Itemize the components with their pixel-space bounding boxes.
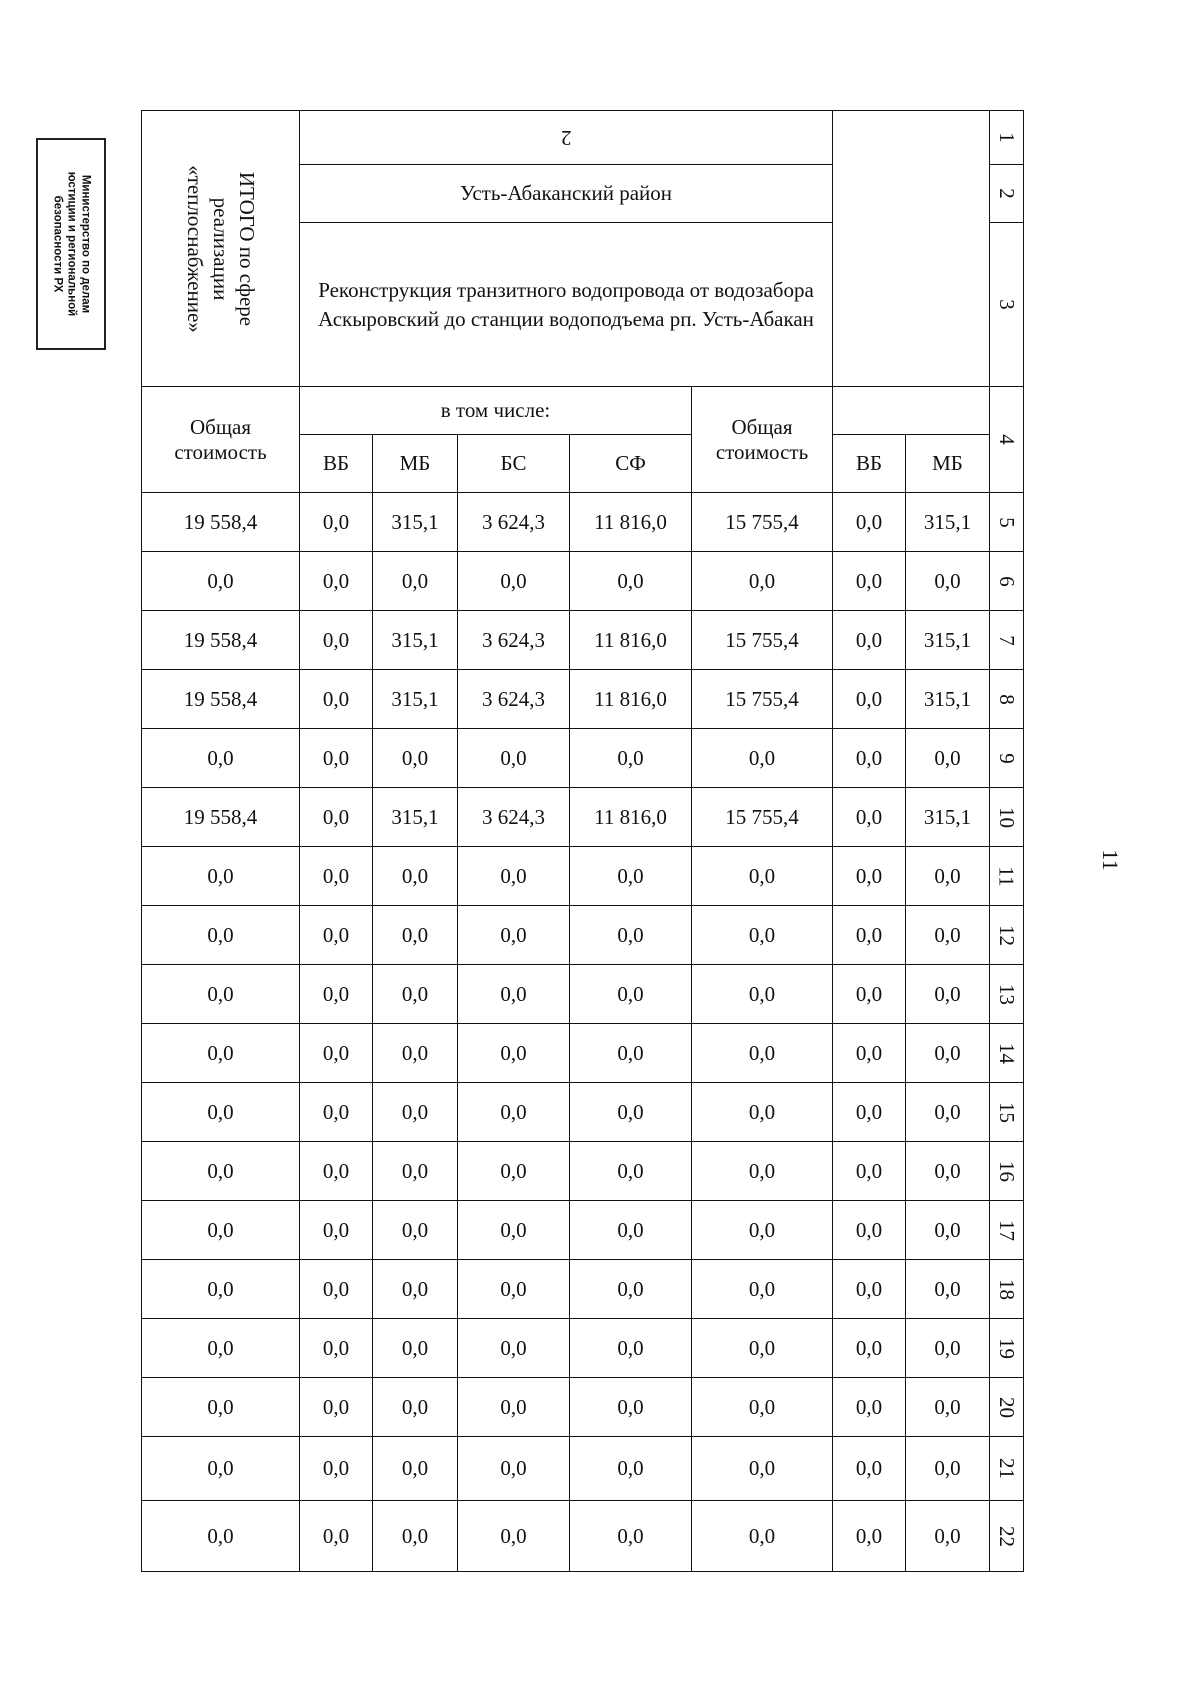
row-number-cell [990,670,1024,729]
row-number: 3 [995,299,1019,310]
stamp-line: Министерство по делам [79,174,91,314]
value-cell: 315,1 [373,493,458,552]
value-cell: 0,0 [458,729,570,788]
financing-table [141,110,1024,1572]
total-label: ИТОГО по сфере реализации «теплоснабжение» [182,164,259,333]
row-number: 12 [995,924,1019,946]
value-cell: 0,0 [373,1024,458,1083]
value-cell: 0,0 [906,1378,990,1437]
value-cell: 0,0 [458,1378,570,1437]
value-cell: 0,0 [142,965,300,1024]
row-number: 4 [995,434,1019,445]
value-cell: 0,0 [300,1024,373,1083]
value-cell: 15 755,4 [692,788,833,847]
value-cell: 0,0 [692,1378,833,1437]
value-cell: 0,0 [142,1201,300,1260]
row-number-cell [990,387,1024,493]
column-number: 2 [560,126,572,150]
value-cell: 0,0 [570,1024,692,1083]
value-cell: 15 755,4 [692,611,833,670]
value-cell: 0,0 [833,729,906,788]
row-number: 19 [995,1337,1019,1359]
value-cell: 0,0 [300,1260,373,1319]
row-number: 14 [995,1042,1019,1064]
value-cell: 0,0 [570,1437,692,1501]
value-cell: 0,0 [142,847,300,906]
row-number-cell [990,1201,1024,1260]
row-number-cell [990,1437,1024,1501]
row-number-cell [990,1260,1024,1319]
value-cell: 0,0 [570,552,692,611]
value-cell: 0,0 [142,1260,300,1319]
vb-header-2: ВБ [833,435,906,493]
value-cell: 0,0 [458,1024,570,1083]
table-row [142,1437,1024,1501]
stamp-line: юстиции и региональной [65,171,77,317]
row-number-cell [990,611,1024,670]
table-row [142,729,1024,788]
value-cell: 0,0 [373,847,458,906]
value-cell: 3 624,3 [458,788,570,847]
row-number: 6 [995,575,1019,587]
value-cell: 0,0 [692,1142,833,1201]
value-cell: 0,0 [142,906,300,965]
row-number-cell [990,729,1024,788]
value-cell: 0,0 [570,965,692,1024]
value-cell: 0,0 [373,1083,458,1142]
value-cell: 0,0 [458,847,570,906]
value-cell: 0,0 [373,1201,458,1260]
row-number-cell [990,906,1024,965]
including-header: в том числе: [300,387,692,435]
value-cell: 0,0 [692,965,833,1024]
value-cell: 0,0 [833,906,906,965]
value-cell: 0,0 [692,1260,833,1319]
value-cell: 0,0 [458,965,570,1024]
value-cell: 11 816,0 [570,611,692,670]
value-cell: 0,0 [458,1260,570,1319]
value-cell: 0,0 [906,552,990,611]
row-number-cell [990,847,1024,906]
value-cell: 0,0 [692,1319,833,1378]
row-number-cell [990,1142,1024,1201]
value-cell: 0,0 [458,552,570,611]
row-number-cell [990,965,1024,1024]
value-cell: 0,0 [373,729,458,788]
row-number: 13 [995,983,1019,1005]
value-cell: 0,0 [570,1501,692,1572]
table-row [142,493,1024,552]
table-row [142,965,1024,1024]
value-cell: 0,0 [692,1437,833,1501]
value-cell: 0,0 [373,1319,458,1378]
row-number: 20 [995,1396,1019,1418]
row-number: 16 [995,1160,1019,1182]
value-cell: 0,0 [833,847,906,906]
row-number-cell [990,1319,1024,1378]
value-cell: 0,0 [300,1437,373,1501]
value-cell: 315,1 [373,788,458,847]
value-cell: 19 558,4 [142,788,300,847]
value-cell: 0,0 [373,1437,458,1501]
value-cell: 0,0 [833,1201,906,1260]
value-cell: 0,0 [458,1501,570,1572]
stamp-text [50,172,92,317]
value-cell: 0,0 [692,552,833,611]
row-number-cell [990,111,1024,165]
project-cell [300,223,833,387]
row-number-cell [990,552,1024,611]
value-cell: 0,0 [906,1024,990,1083]
value-cell: 0,0 [833,1083,906,1142]
table-row [142,1024,1024,1083]
value-cell: 0,0 [906,1437,990,1501]
value-cell: 0,0 [906,965,990,1024]
value-cell: 3 624,3 [458,670,570,729]
value-cell: 0,0 [300,670,373,729]
value-cell: 11 816,0 [570,493,692,552]
table-row [142,552,1024,611]
value-cell: 0,0 [906,1319,990,1378]
value-cell: 0,0 [906,1260,990,1319]
value-cell: 11 816,0 [570,670,692,729]
value-cell: 315,1 [906,493,990,552]
table-row [142,1083,1024,1142]
row-number: 10 [995,806,1019,828]
column-number-cell [300,111,833,165]
value-cell: 0,0 [906,729,990,788]
bs-header: БС [458,435,570,493]
row-number: 1 [995,132,1019,143]
page-number: 11 [1098,849,1123,871]
value-cell: 0,0 [906,1201,990,1260]
value-cell: 0,0 [300,611,373,670]
table-row [142,1378,1024,1437]
value-cell: 15 755,4 [692,670,833,729]
value-cell: 0,0 [142,1319,300,1378]
value-cell: 0,0 [300,493,373,552]
value-cell: 315,1 [373,611,458,670]
value-cell: 0,0 [833,611,906,670]
value-cell: 0,0 [692,1201,833,1260]
row-number-cell [990,788,1024,847]
row-number: 18 [995,1278,1019,1300]
value-cell: 0,0 [458,1142,570,1201]
row-number: 2 [995,188,1019,199]
value-cell: 0,0 [373,1378,458,1437]
value-cell: 0,0 [570,847,692,906]
value-cell: 15 755,4 [692,493,833,552]
row-number-cell [990,1024,1024,1083]
value-cell: 0,0 [833,493,906,552]
stamp-line: безопасности РХ [51,195,63,293]
value-cell: 0,0 [300,965,373,1024]
value-cell: 0,0 [833,1024,906,1083]
value-cell: 0,0 [570,1142,692,1201]
value-cell: 0,0 [300,1083,373,1142]
value-cell: 0,0 [300,788,373,847]
value-cell: 0,0 [570,1260,692,1319]
value-cell: 0,0 [373,1142,458,1201]
value-cell: 0,0 [458,1319,570,1378]
value-cell: 315,1 [906,611,990,670]
row-number: 7 [995,634,1019,646]
table-row [142,1319,1024,1378]
value-cell: 0,0 [458,1437,570,1501]
value-cell: 0,0 [300,906,373,965]
row-number: 9 [995,752,1019,764]
value-cell: 0,0 [906,1501,990,1572]
table-row [142,670,1024,729]
value-cell: 0,0 [300,729,373,788]
total-cost-header-2: Общая стоимость [692,387,833,493]
value-cell: 0,0 [142,1501,300,1572]
value-cell: 0,0 [570,1378,692,1437]
row-number: 5 [995,516,1019,528]
value-cell: 0,0 [373,552,458,611]
blank-subheader-cell [833,387,990,435]
value-cell: 0,0 [570,1083,692,1142]
value-cell: 11 816,0 [570,788,692,847]
project-name: Реконструкция транзитного водопровода от водозабора Аскыровский до станции водоподъема рп. Усть-Абакан [318,277,814,331]
row-number-cell [990,223,1024,387]
value-cell: 0,0 [300,1501,373,1572]
total-label-cell [142,111,300,387]
value-cell: 0,0 [300,552,373,611]
value-cell: 0,0 [833,1501,906,1572]
value-cell: 315,1 [906,788,990,847]
value-cell: 0,0 [906,847,990,906]
value-cell: 19 558,4 [142,670,300,729]
row-number-cell [990,1501,1024,1572]
value-cell: 0,0 [906,1142,990,1201]
value-cell: 0,0 [570,1319,692,1378]
value-cell: 0,0 [300,1319,373,1378]
row-number-cell [990,165,1024,223]
table-row [142,788,1024,847]
mb-header: МБ [373,435,458,493]
value-cell: 0,0 [570,1201,692,1260]
value-cell: 0,0 [142,552,300,611]
row-number: 11 [994,865,1019,887]
value-cell: 0,0 [142,729,300,788]
total-cost-header: Общая стоимость [142,387,300,493]
table-row [142,906,1024,965]
value-cell: 0,0 [142,1142,300,1201]
row-number-cell [990,1378,1024,1437]
value-cell: 0,0 [373,965,458,1024]
value-cell: 0,0 [300,1142,373,1201]
value-cell: 0,0 [833,788,906,847]
mb-header-2: МБ [906,435,990,493]
value-cell: 0,0 [373,906,458,965]
table-row [142,1501,1024,1572]
row-number-cell [990,493,1024,552]
value-cell: 0,0 [833,1437,906,1501]
value-cell: 0,0 [142,1024,300,1083]
value-cell: 0,0 [833,1319,906,1378]
value-cell: 3 624,3 [458,493,570,552]
value-cell: 0,0 [833,1260,906,1319]
district-name: Усть-Абаканский район [459,181,672,205]
value-cell: 0,0 [458,1201,570,1260]
sf-header: СФ [570,435,692,493]
row-number: 15 [995,1101,1019,1123]
blank-header-cell [833,111,990,387]
registration-stamp [36,138,106,350]
value-cell: 0,0 [833,1378,906,1437]
value-cell: 0,0 [373,1501,458,1572]
row-number: 21 [995,1458,1019,1479]
value-cell: 0,0 [458,906,570,965]
value-cell: 0,0 [833,552,906,611]
value-cell: 315,1 [373,670,458,729]
value-cell: 0,0 [833,1142,906,1201]
district-cell [300,165,833,223]
row-number: 17 [995,1219,1019,1241]
value-cell: 0,0 [692,906,833,965]
value-cell: 0,0 [300,847,373,906]
value-cell: 0,0 [300,1378,373,1437]
value-cell: 0,0 [300,1201,373,1260]
value-cell: 0,0 [570,906,692,965]
row-number: 8 [995,693,1019,705]
value-cell: 0,0 [373,1260,458,1319]
value-cell: 0,0 [692,847,833,906]
table-row [142,847,1024,906]
table-row [142,611,1024,670]
value-cell: 0,0 [906,1083,990,1142]
table-row [142,1260,1024,1319]
value-cell: 0,0 [142,1378,300,1437]
value-cell: 0,0 [833,965,906,1024]
row-number-cell [990,1083,1024,1142]
value-cell: 0,0 [692,729,833,788]
value-cell: 0,0 [458,1083,570,1142]
table-row [142,1201,1024,1260]
value-cell: 0,0 [692,1083,833,1142]
value-cell: 315,1 [906,670,990,729]
value-cell: 0,0 [142,1083,300,1142]
value-cell: 0,0 [692,1024,833,1083]
value-cell: 3 624,3 [458,611,570,670]
row-number: 22 [995,1525,1019,1547]
value-cell: 19 558,4 [142,611,300,670]
value-cell: 0,0 [906,906,990,965]
value-cell: 19 558,4 [142,493,300,552]
value-cell: 0,0 [570,729,692,788]
vb-header: ВБ [300,435,373,493]
value-cell: 0,0 [142,1437,300,1501]
value-cell: 0,0 [692,1501,833,1572]
value-cell: 0,0 [833,670,906,729]
table-row [142,1142,1024,1201]
